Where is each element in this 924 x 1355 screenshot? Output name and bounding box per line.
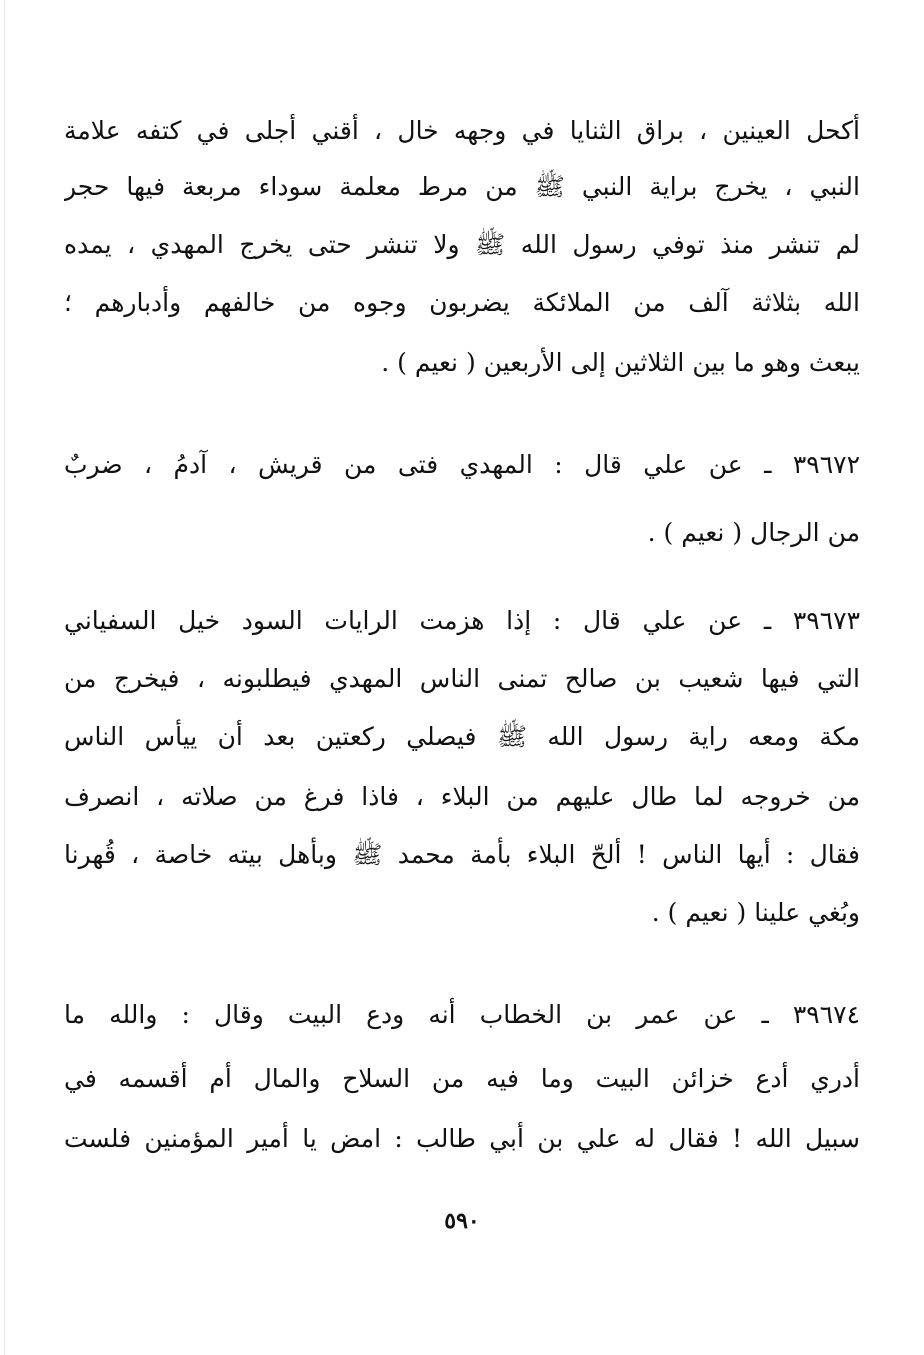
text-line: ٣٩٦٧٣ ـ عن علي قال : إذا هزمت الرايات السود خيل السفياني	[64, 606, 860, 635]
text-line: ٣٩٦٧٢ ـ عن علي قال : المهدي فتى من قريش ، آدمُ ، ضربٌ	[64, 450, 860, 479]
text-line: من خروجه لما طال عليهم من البلاء ، فاذا فرغ من صلاته ، انصرف	[64, 782, 860, 811]
page-number: ٥٩٠	[444, 1208, 480, 1234]
text-line: لم تنشر منذ توفي رسول الله ﷺ ولا تنشر حتى يخرج المهدي ، يمده	[64, 230, 860, 259]
text-line: سبيل الله ! فقال له علي بن أبي طالب : امض يا أمير المؤمنين فلست	[64, 1124, 860, 1153]
text-line: فقال : أيها الناس ! ألحّ البلاء بأمة محمد ﷺ وبأهل بيته خاصة ، قُهرنا	[64, 840, 860, 869]
text-line: وبُغي علينا ( نعيم ) .	[651, 898, 860, 927]
text-line: يبعث وهو ما بين الثلاثين إلى الأربعين ( نعيم ) .	[381, 348, 860, 377]
text-line: من الرجال ( نعيم ) .	[647, 518, 860, 547]
text-line: النبي ، يخرج براية النبي ﷺ من مرط معلمة سوداء مربعة فيها حجر	[64, 172, 860, 201]
text-line: أكحل العينين ، براق الثنايا في وجهه خال ، أقني أجلى في كتفه علامة	[64, 116, 860, 145]
scan-edge-line	[4, 0, 5, 1355]
text-line: مكة ومعه راية رسول الله ﷺ فيصلي ركعتين بعد أن ييأس الناس	[64, 722, 860, 751]
text-line: الله بثلاثة آلف من الملائكة يضربون وجوه من خالفهم وأدبارهم ؛	[64, 288, 860, 317]
text-line: أدري أدع خزائن البيت وما فيه من السلاح والمال أم أقسمه في	[64, 1064, 860, 1093]
text-line: التي فيها شعيب بن صالح تمنى الناس المهدي فيطلبونه ، فيخرج من	[64, 664, 860, 693]
text-line: ٣٩٦٧٤ ـ عن عمر بن الخطاب أنه ودع البيت وقال : والله ما	[64, 1000, 860, 1029]
